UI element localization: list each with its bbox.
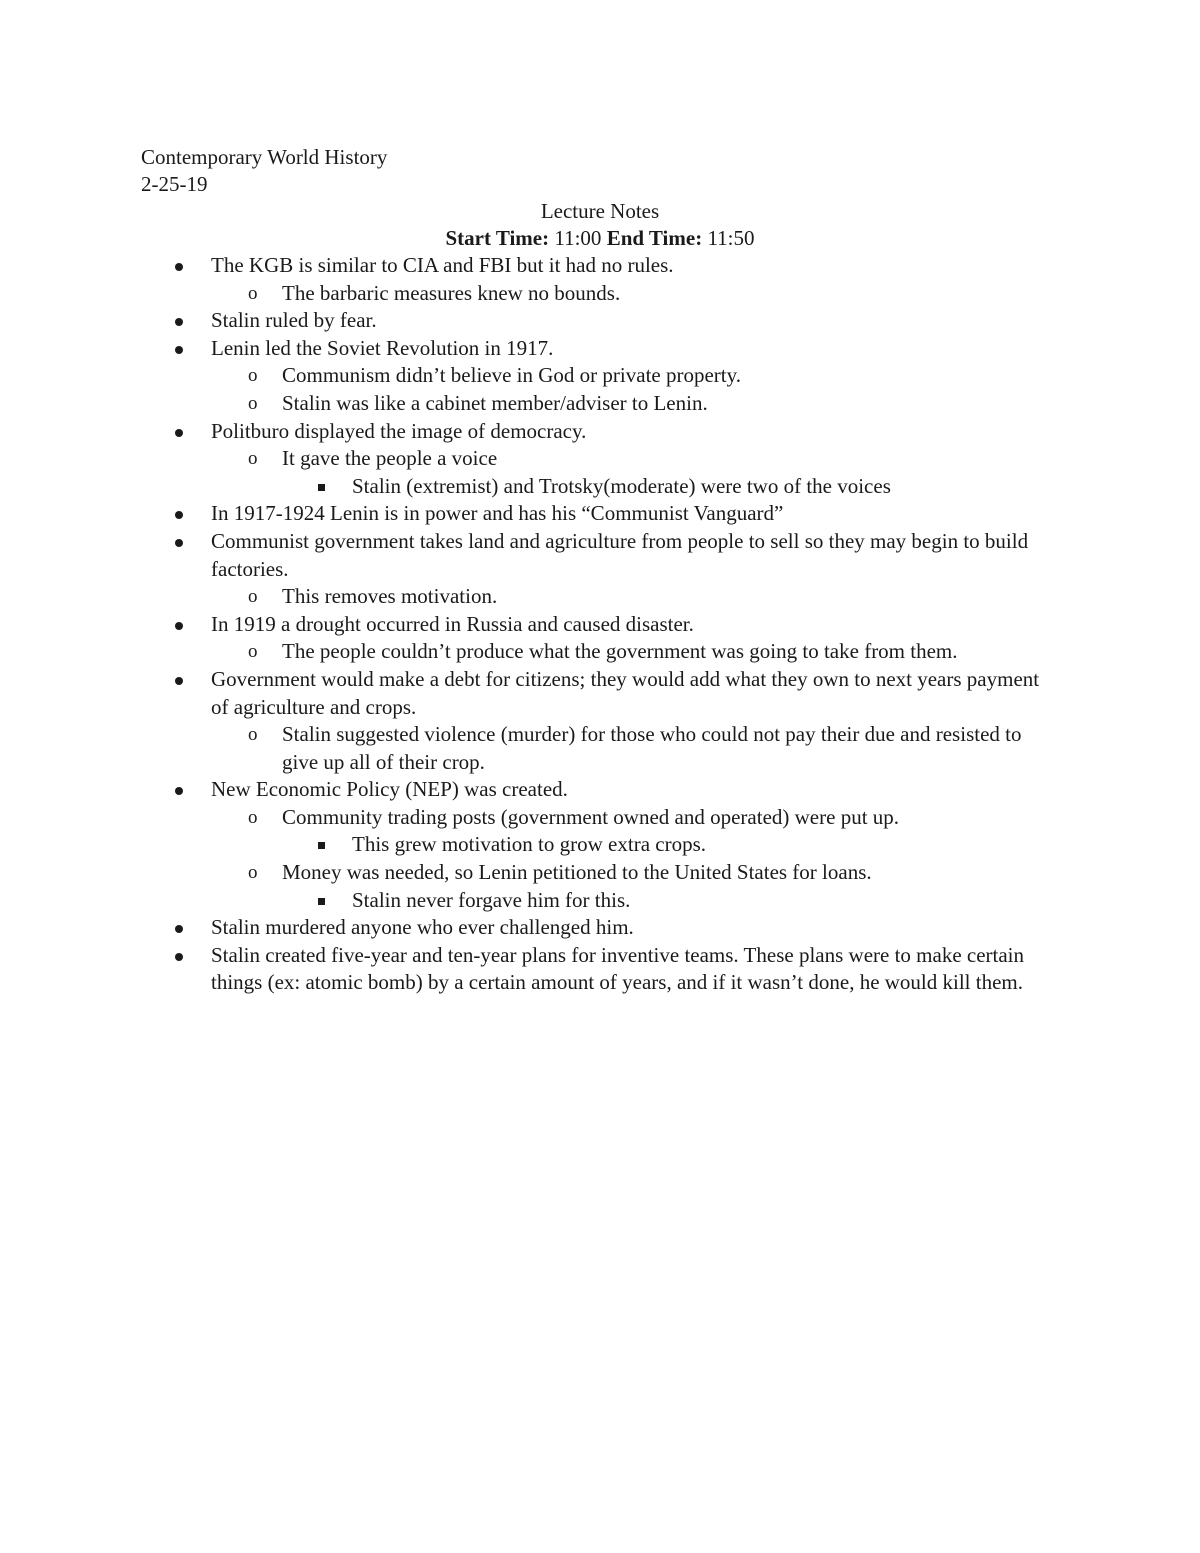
start-time-value: 11:00: [549, 226, 607, 250]
sub-bullet-item: [0, 804, 1200, 832]
bullet-text: The barbaric measures knew no bounds.: [282, 280, 621, 305]
bullet-item: [0, 942, 1200, 997]
sub-bullet-item: [0, 280, 1200, 308]
bullet-circle-icon: o: [248, 282, 258, 304]
bullet-text: Politburo displayed the image of democracy.: [211, 418, 587, 443]
bullet-text: Government would make a debt for citizens; they would add what they own to next years payment of agriculture and crops.: [211, 666, 1040, 719]
bullet-item: [0, 776, 1200, 804]
sub-sub-bullet-item: [0, 887, 1200, 915]
bullet-square-icon: [318, 898, 325, 905]
bullet-circle-icon: o: [248, 448, 258, 470]
sub-bullet-item: [0, 583, 1200, 611]
sub-sub-bullet-item: [0, 473, 1200, 501]
bullet-text: This grew motivation to grow extra crops.: [352, 832, 707, 857]
bullet-circle-icon: o: [248, 586, 258, 608]
bullet-text: This removes motivation.: [282, 584, 498, 609]
bullet-text: In 1919 a drought occurred in Russia and caused disaster.: [211, 611, 694, 636]
bullet-text: The KGB is similar to CIA and FBI but it had no rules.: [211, 253, 674, 277]
bullet-dot-icon: [175, 622, 183, 630]
bullet-circle-icon: o: [248, 641, 258, 663]
sub-bullet-item: [0, 859, 1200, 887]
bullet-item: [0, 611, 1200, 639]
bullet-text: It gave the people a voice: [282, 446, 498, 471]
bullet-text: New Economic Policy (NEP) was created.: [211, 777, 568, 802]
bullet-text: Stalin never forgave him for this.: [352, 887, 631, 912]
end-time-label: End Time:: [606, 226, 703, 250]
bullet-text: The people couldn’t produce what the government was going to take from them.: [282, 639, 958, 664]
bullet-circle-icon: o: [248, 392, 258, 414]
document-title: Lecture Notes: [540, 199, 660, 223]
bullet-text: Stalin (extremist) and Trotsky(moderate) were two of the voices: [352, 473, 891, 498]
sub-bullet-item: [0, 721, 1200, 776]
bullet-text: Communist government takes land and agriculture from people to sell so they may begin to build factories.: [211, 528, 1029, 581]
bullet-dot-icon: [175, 925, 183, 933]
bullet-dot-icon: [175, 953, 183, 961]
bullet-text: In 1917-1924 Lenin is in power and has his “Communist Vanguard”: [211, 501, 784, 526]
bullet-item: [0, 528, 1200, 583]
start-time-label: Start Time:: [445, 226, 550, 250]
bullet-item: [0, 335, 1200, 363]
bullet-text: Money was needed, so Lenin petitioned to the United States for loans.: [282, 860, 872, 885]
bullet-square-icon: [318, 484, 325, 491]
bullet-text: Stalin created five-year and ten-year plans for inventive teams. These plans were to make certain things (ex: atomic bomb) by a certain amount of years, and if it wasn’t done, he would kill them.: [211, 942, 1025, 995]
lecture-date: 2-25-19: [141, 172, 208, 196]
bullet-circle-icon: o: [248, 862, 258, 884]
course-name: Contemporary World History: [141, 145, 388, 169]
bullet-circle-icon: o: [248, 806, 258, 828]
bullet-text: Community trading posts (government owned and operated) were put up.: [282, 804, 900, 829]
sub-sub-bullet-item: [0, 831, 1200, 859]
bullet-dot-icon: [175, 511, 183, 519]
bullet-circle-icon: o: [248, 365, 258, 387]
bullet-item: [0, 914, 1200, 942]
bullet-dot-icon: [175, 677, 183, 685]
bullet-dot-icon: [175, 429, 183, 437]
bullet-text: Stalin suggested violence (murder) for those who could not pay their due and resisted to give up all of their crop.: [282, 722, 1022, 774]
bullet-dot-icon: [175, 346, 183, 354]
bullet-text: Lenin led the Soviet Revolution in 1917.: [211, 335, 554, 360]
bullet-item: [0, 252, 1200, 280]
bullet-text: Communism didn’t believe in God or private property.: [282, 363, 742, 388]
sub-bullet-item: [0, 390, 1200, 418]
sub-bullet-item: [0, 445, 1200, 473]
sub-bullet-item: [0, 638, 1200, 666]
bullet-item: [0, 418, 1200, 446]
end-time-value: 11:50: [702, 226, 755, 250]
lecture-times: [0, 225, 1200, 252]
bullet-dot-icon: [175, 318, 183, 326]
bullet-dot-icon: [175, 263, 183, 271]
bullet-square-icon: [318, 842, 325, 849]
bullet-circle-icon: o: [248, 724, 258, 746]
bullet-text: Stalin murdered anyone who ever challenged him.: [211, 915, 634, 940]
bullet-item: [0, 500, 1200, 528]
bullet-text: Stalin was like a cabinet member/adviser to Lenin.: [282, 390, 708, 415]
sub-bullet-item: [0, 362, 1200, 390]
bullet-item: [0, 307, 1200, 335]
bullet-item: [0, 666, 1200, 721]
bullet-dot-icon: [175, 787, 183, 795]
bullet-text: Stalin ruled by fear.: [211, 308, 377, 333]
notes-list: [0, 252, 1200, 997]
bullet-dot-icon: [175, 539, 183, 547]
